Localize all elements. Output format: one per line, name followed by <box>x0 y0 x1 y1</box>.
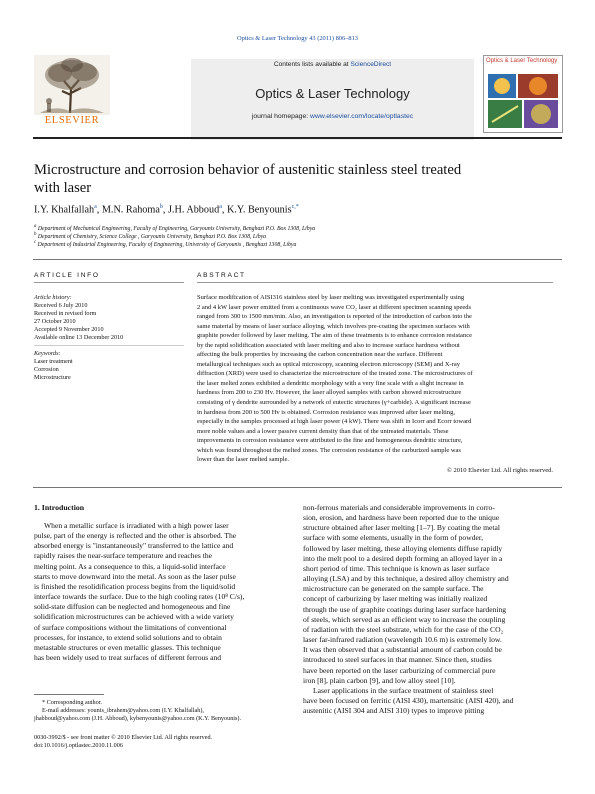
title-line-2: with laser <box>34 180 92 196</box>
affiliation-text: Department of Mechanical Engineering, Faculty of Engineering, Garyounis University, Benghazi P.O. Box 1308, Libya <box>37 225 316 232</box>
body-line: structure obtained after laser melting [1–7]. By coating the metal <box>303 523 500 533</box>
affiliation-text: Department of Industrial Engineering, Faculty of Engineering, University of Garyounis , Benghazi 1308, Libya <box>37 241 297 248</box>
abstract-line: metallurgical techniques such as optical microscopy, scanning electron microscopy (SEM) and X-ray <box>197 360 460 368</box>
body-line: of surface compositions without the limitations of conventional <box>34 622 227 632</box>
body-line: laser far-infrared radiation (wavelength 10.6 m) is extremely low. <box>303 635 502 645</box>
body-line: through the use of graphite coatings during laser surface hardening <box>303 604 507 614</box>
author-name: J.H. Abboud <box>167 204 220 216</box>
history-label: Article history: <box>34 294 72 301</box>
affiliation-mark: b <box>34 232 37 237</box>
abstract-line: by the rapid solidification associated with laser melting and also to increase surface hardness without <box>197 341 460 349</box>
history-item: Available online 13 December 2010 <box>34 334 124 341</box>
body-line: It was then observed that a substantial amount of carbon could be <box>303 645 502 655</box>
email-addresses[interactable]: E-mail addresses: younis_ibrahem@yahoo.com (I.Y. Khalfallah), <box>42 707 204 714</box>
author-list: I.Y. Khalfallah$^a$, M.N. Rahoma$^b$, J.H. Abboud$^a$, K.Y. Benyounis$^{c,*}$ <box>34 204 299 216</box>
doi-link[interactable]: doi:10.1016/j.optlastec.2010.11.006 <box>34 742 123 749</box>
abstract-line: consisting of γ dendrite surrounded by a network of eutectic structures (γ+carbide). A significant increase <box>197 399 471 407</box>
abstract-body <box>197 293 553 475</box>
abstract-line: improvements in corrosion resistance were attributed to the fine and homogeneous dendritic structure, <box>197 437 463 445</box>
author-affil-mark[interactable]: b <box>159 204 163 210</box>
body-line: sion, erosion, and hardness have been reported due to the unique <box>303 513 500 523</box>
affiliation-mark: a <box>34 224 37 229</box>
body-line: has been widely used to treat surfaces of different ferrous and <box>34 653 222 663</box>
header-rule <box>33 137 562 139</box>
body-line: starts to move downward into the metal. As soon as the laser pulse <box>34 571 236 581</box>
body-line: iron [8], plain carbon [9], and low alloy steel [10]. <box>303 675 456 685</box>
elsevier-tree-icon <box>34 55 110 115</box>
body-line: microstructure can be generated on the sample surface. The <box>303 584 484 594</box>
body-line: is finished the resolidification process begins from the liquid/solid <box>34 581 236 591</box>
homepage-link[interactable]: www.elsevier.com/locate/optlastec <box>310 113 414 120</box>
author-name: I.Y. Khalfallah <box>34 204 95 216</box>
body-line: melting point. As a consequence to this, a liquid-solid interface <box>34 561 226 571</box>
title-line-1: Microstructure and corrosion behavior of austenitic stainless steel treated <box>34 162 462 178</box>
body-line: processes, for instance, to extend solid solutions and to obtain <box>34 632 222 642</box>
contents-line <box>191 61 474 68</box>
abstract-rule <box>197 282 553 283</box>
body-line: of steels, which served as an efficient way to increase the coupling <box>303 614 506 624</box>
history-item: 27 October 2010 <box>34 318 76 325</box>
abstract-heading: ABSTRACT <box>197 272 246 279</box>
body-line: metastable structures or even metallic glasses. This technique <box>34 642 221 652</box>
intro-left-column <box>34 521 285 663</box>
journal-cover <box>483 55 563 133</box>
abstract-line: 2 and 4 kW laser power emitted from a continuous wave CO₂ laser at different specimen scanning speeds <box>197 303 472 311</box>
section-rule <box>33 487 562 488</box>
elsevier-logo <box>34 55 110 115</box>
journal-reference[interactable]: Optics & Laser Technology 43 (2011) 806–813 <box>237 35 358 42</box>
article-title <box>34 161 554 197</box>
author-name: M.N. Rahoma <box>101 204 160 216</box>
abstract-line: ranged from 300 to 1500 mm/min. Also, an investigation is reported of the introduction of carbon into the <box>197 313 472 321</box>
abstract-line: especially in the samples processed at high laser power (4 kW). There was shift in Icorr and Ecorr toward <box>197 418 472 426</box>
author-name: K.Y. Benyounis <box>226 204 292 216</box>
abstract-line: Surface modification of AISI316 stainless steel by laser melting was investigated experimentally using <box>197 294 465 301</box>
affiliation <box>34 240 554 248</box>
article-info-heading: ARTICLE INFO <box>34 272 100 279</box>
abstract-line: graphite powder followed by laser melting. The aim of these treatments is to enhance corrosion resistance <box>197 332 472 340</box>
body-line: absorbed energy is "instantaneously" transferred to the lattice and <box>34 541 234 551</box>
body-line: have been reported on the laser carburizing of commercial pure <box>303 665 496 675</box>
article-info-rule <box>34 282 184 283</box>
keywords-rule <box>34 345 184 346</box>
body-line: When a metallic surface is irradiated with a high power laser <box>44 521 229 530</box>
cover-title: Optics & Laser Technology <box>486 58 558 64</box>
publisher-name: ELSEVIER <box>44 115 100 126</box>
homepage-prefix: journal homepage: <box>251 113 311 120</box>
abstract-line: hardness from 200 to 230 Hv. However, the laser alloyed samples with carbon showed microstructure <box>197 389 462 397</box>
body-line: followed by laser melting, these alloying elements diffuse rapidly <box>303 543 503 553</box>
abstract-line: same material by means of laser surface alloying, which involves pre-coating the specimen surfaces with <box>197 322 470 330</box>
email-addresses[interactable]: jhabboud@yahoo.com (J.H. Abboud), kybenyounis@yahoo.com (K.Y. Benyounis). <box>34 715 242 722</box>
issn-line: 0030-3992/$ - see front matter © 2010 Elsevier Ltd. All rights reserved. <box>34 734 213 741</box>
body-line: of radiation with the steel substrate, which for the case of the CO₂ <box>303 624 504 634</box>
history-item: Accepted 9 November 2010 <box>34 326 104 333</box>
body-line: interface towards the surface. Due to the high cooling rates (10⁸ C/s), <box>34 592 245 602</box>
intro-right-column <box>303 503 554 716</box>
body-line: austenitic (AISI 304 and AISI 310) types to improve pitting <box>303 706 485 716</box>
abstract-line: more noble values and a lower passive current density than that of the untreated materials. These <box>197 427 449 435</box>
abstract-line: diffraction (XRD) were used to characterize the microstructure of the treated zone. The microstructures of <box>197 370 473 378</box>
body-line: alloying (LSA) and by this technique, a desired alloy chemistry and <box>303 574 509 584</box>
body-line: introduced to steel surfaces in that manner. Since then, studies <box>303 655 492 665</box>
author-affil-mark[interactable]: c,* <box>291 204 299 210</box>
cover-art-icon <box>484 56 562 132</box>
contents-prefix: Contents lists available at <box>273 61 351 68</box>
corresponding-author-note: * Corresponding author. <box>42 699 102 706</box>
body-line: solidification microstructures can be achieved with a wide variety <box>34 612 234 622</box>
body-line: surface with some elements, usually in the form of powder, <box>303 533 483 543</box>
footnote-rule <box>34 694 104 695</box>
body-line: rapidly raises the near-surface temperature and reaches the <box>34 551 212 561</box>
abstract-line: which was found throughout the melted zones. The corrosion resistance of the carburized sample was <box>197 446 461 454</box>
body-line: solid-state diffusion can be neglected and homogeneous and fine <box>34 602 231 612</box>
body-line: into the melt pool to a desired depth forming an alloyed layer in a <box>303 553 503 563</box>
keyword: Laser treatment <box>34 358 73 365</box>
affiliation <box>34 232 554 240</box>
body-line: pulse, part of the energy is reflected and the other is absorbed. The <box>34 531 237 541</box>
sciencedirect-link[interactable]: ScienceDirect <box>350 61 392 68</box>
author-affil-mark[interactable]: a <box>94 204 97 210</box>
history-item: Received 6 July 2010 <box>34 302 88 309</box>
body-line: concept of carburizing by laser melting was initially realized <box>303 594 488 604</box>
section-heading-introduction: 1. Introduction <box>34 503 85 512</box>
body-line: Laser applications in the surface treatment of stainless steel <box>313 685 494 695</box>
copyright: © 2010 Elsevier Ltd. All rights reserved. <box>446 466 553 474</box>
section-rule <box>33 259 562 260</box>
body-line: non-ferrous materials and considerable improvements in corro- <box>303 503 495 512</box>
affiliation-text: Department of Chemistry, Science College , Garyounis University, Benghazi P.O. Box 1308, Libya <box>37 233 267 240</box>
author-affil-mark[interactable]: a <box>219 204 222 210</box>
journal-homepage <box>191 113 474 120</box>
body-line: short period of time. This technique is known as laser surface <box>303 563 490 573</box>
affiliation-mark: c <box>34 240 37 245</box>
keyword: Corrosion <box>34 366 59 373</box>
affiliation <box>34 224 554 232</box>
history-item: Received in revised form <box>34 310 97 317</box>
journal-title: Optics & Laser Technology <box>255 86 410 101</box>
keyword: Microstructure <box>34 374 71 381</box>
keywords-label: Keywords: <box>34 350 61 357</box>
abstract-line: lower than the laser melted sample. <box>197 456 290 464</box>
body-line: have been focused on ferritic (AISI 430), martensitic (AISI 420), and <box>303 695 514 705</box>
abstract-line: in hardness from 200 to 500 Hv is obtained. Corrosion resistance was improved after laser melting, <box>197 408 455 416</box>
abstract-line: affecting the bulk properties by increasing the carbon concentration near the surface. Different <box>197 351 443 359</box>
abstract-line: the laser melted zones exhibited a dendritic morphology with a very fine scale with a slight increase in <box>197 379 464 387</box>
